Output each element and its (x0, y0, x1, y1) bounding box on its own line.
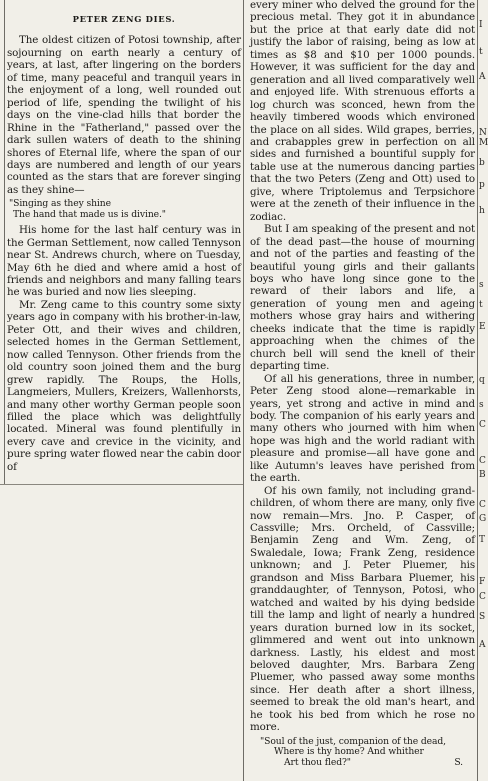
edge-fragment: M (479, 138, 488, 148)
intro-paragraph: The oldest citizen of Potosi township, after sojourning on earth nearly a century of years, at last, after lingering on the borders of time, many peaceful and tranquil years in the enjoyment of a long, well rounded out period of life, spending the twilight of his days on the vine-clad hills that border the Rhine in the "Fatherland," passed over the dark sullen waters of death to the shining shores of Eternal life, where the span of our days are numbered and length of our years counted as the stars that are forever singing as they shine— (7, 34, 241, 196)
edge-fragment: t (479, 47, 483, 57)
edge-fragment: N (479, 128, 487, 138)
edge-fragment: t (479, 300, 483, 310)
closing-line-with-signature (250, 758, 475, 769)
miner-paragraph: every miner who delved the ground for the precious metal. They got it in abundance but the price at that early date did not justify the labor of raising, being as low at times as $8 and $10 per 1000 pounds. However, it was sufficient for the day and generation and all lived comparatively well and enjoyed life. With strenuous efforts a log church was sconced, hewn from the heavily timbered woods which environed the place on all sides. Wild grapes, berries, and crabapples grew in perfection on all sides and furnished a bountiful supply for table use at the numerous dancing parties that the two Peters (Zeng and Ott) used to give, where Triptolemus and Terpsichore were at the zeneth of their influence in the zodiac. (250, 0, 475, 223)
edge-fragment: E (479, 322, 486, 332)
family-paragraph: Of his own family, not including grand-children, of whom there are many, only five now remain—Mrs. Jno. P. Casper, of Cassville; Mrs. Orcheld, of Cassville; Benjamin Zeng and Wm. Zeng, of Swaledale, Iowa; Frank Zeng, residence unknown; and J. Peter Pluemer, his grandson and Miss Barbara Pluemer, his granddaughter, of Tennyson, Potosi, who watched and waited by his dying bedside till the lamp and light of nearly a hundred years duration burned low in its socket, glimmered and went out into unknown darkness. Lastly, his eldest and most beloved daughter, Mrs. Barbara Zeng Pluemer, who passed away some months since. Her death after a short illness, seemed to break the old man's heart, and he took his bed from which he rose no more. (250, 484, 475, 734)
edge-fragment: h (479, 206, 485, 216)
generations-paragraph: Of all his generations, three in number, Peter Zeng stood alone—remarkable in years, yet strong and active in mind and body. The companion of his early years and many others who journed with him when hope was high and the world radiant with pleasure and promise—all have gone and like Autumn's leaves have perished from the earth. (250, 372, 475, 485)
edge-fragment: S (479, 612, 486, 622)
poem-quote (9, 199, 241, 220)
edge-fragment: s (479, 400, 484, 410)
edge-fragment: A (479, 640, 486, 650)
edge-fragment: q (479, 375, 485, 385)
arrival-paragraph: Mr. Zeng came to this country some sixty years ago in company with his brother-in-law, Peter Ott, and their wives and children, selected homes in the German Settlement, now called Tennyson. Other friends from the old country soon joined them and the burg grew rapidly. The Roups, the Holls, Langmeiers, Mullers, Kreizers, Wallenhorsts, and many other worthy German people soon filled the place which was delightfully located. Mineral was found plentifully in every cave and crevice in the vicinity, and pure spring water flowed near the cabin door of (7, 298, 241, 473)
closing-quote (250, 737, 475, 769)
left-column (7, 0, 241, 473)
edge-fragment: B (479, 470, 486, 480)
edge-fragment: I (479, 20, 483, 30)
poem-line: The hand that made us is divine." (13, 208, 166, 220)
closing-line: Where is thy home? And whither (274, 746, 424, 758)
right-column-rule (477, 0, 478, 781)
edge-fragment: C (479, 500, 486, 510)
edge-fragment: p (479, 180, 485, 190)
edge-fragment: T (479, 535, 486, 545)
edge-fragment: b (479, 158, 485, 168)
edge-fragment: F (479, 577, 486, 587)
left-column-end-line (0, 484, 243, 485)
edge-fragment: C (479, 420, 486, 430)
right-column (250, 0, 475, 769)
article-title: PETER ZENG DIES. (72, 14, 176, 24)
present-paragraph: But I am speaking of the present and not of the dead past—the house of mourning and not of the parties and feasting of the beautiful young girls and their gallants boys who have long since gone to the reward of their labors and life, a generation of young men and ageing mothers whose gray hairs and withering cheeks indicate that the time is rapidly approaching when the chimes of the church bell will send the knell of their departing time. (250, 223, 475, 373)
closing-line: "Soul of the just, companion of the dead, (260, 735, 446, 747)
closing-line: Art thou fled?" (284, 756, 351, 768)
edge-fragment: A (479, 72, 486, 82)
signature: S. (454, 756, 463, 768)
poem-line: "Singing as they shine (9, 198, 111, 210)
left-column-rule (4, 0, 5, 484)
edge-fragment: s (479, 280, 484, 290)
edge-fragment: C (479, 592, 486, 602)
edge-fragment: G (479, 514, 487, 524)
home-paragraph: His home for the last half century was in the German Settlement, now called Tennyson near St. Andrews church, where on Tuesday, May 6th he died and where amid a host of friends and neighbors and many falling tears he was buried and now lies sleeping. (7, 224, 241, 299)
edge-fragment: C (479, 456, 486, 466)
column-divider (243, 0, 244, 781)
